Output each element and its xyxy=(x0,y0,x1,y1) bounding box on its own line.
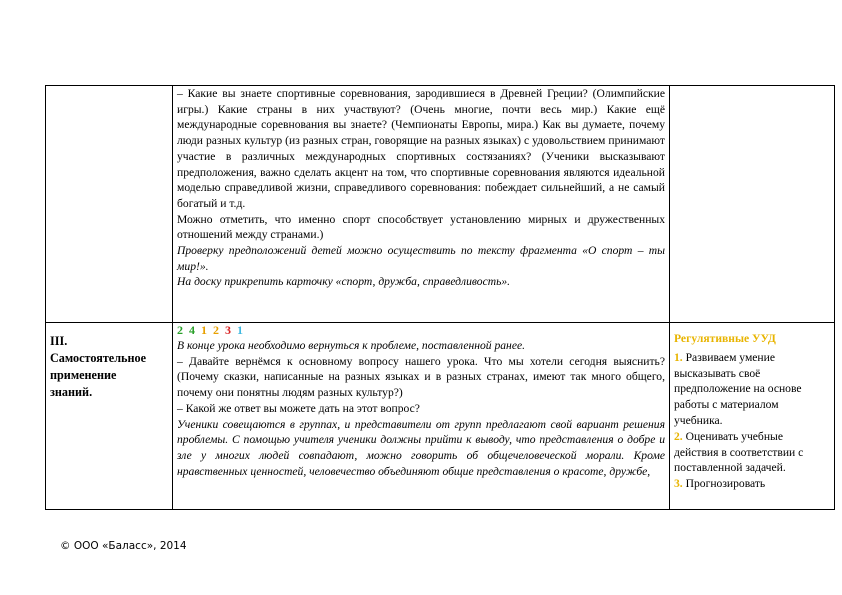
task-number: 2 xyxy=(177,323,183,337)
uud-item-text: Оценивать учебные действия в соответствии с поставленной задачей. xyxy=(674,429,804,475)
paragraph: – Давайте вернёмся к основному вопросу нашего урока. Что мы хотели сегодня выяснить? (Почему сказки, написанные на разных языках и в разных странах, имеют так много общего, почему они понятны людям разных культур?) xyxy=(177,354,665,400)
activity-cell xyxy=(173,86,670,323)
uud-item-number: 3. xyxy=(674,477,683,491)
uud-title: Регулятивные УУД xyxy=(674,332,776,345)
stage-title xyxy=(50,323,168,401)
activity-cell xyxy=(173,323,670,510)
task-number: 2 xyxy=(213,323,219,337)
uud-cell xyxy=(670,86,835,323)
uud-item-number: 2. xyxy=(674,429,683,443)
table-row xyxy=(46,323,835,510)
paragraph: В конце урока необходимо вернуться к проблеме, поставленной ранее. xyxy=(177,339,526,352)
task-number: 1 xyxy=(237,323,243,337)
table-row xyxy=(46,86,835,323)
paragraph: – Какие вы знаете спортивные соревнования, зародившиеся в Древней Греции? (Олимпийские игры.) Какие страны в них участвуют? (Очень многие, почти весь мир.) Какие ещё международные соревнования вы знаете? (Чемпионаты Европы, мира.) Как вы думаете, почему люди разных культур (из разных стран, говорящие на разных языках) с удовольствием принимают участие в различных международных спортивных состязаниях? (Ученики высказывают предположения, важно сделать акцент на том, что спортивные соревнования являются идеальной моделью справедливой жизни, справедливого соревнования: побеждает сильнейший, а не самый богатый и т.д. xyxy=(177,87,665,210)
stage-line: применение xyxy=(50,368,117,382)
activity-text xyxy=(177,338,665,479)
uud-block xyxy=(674,323,830,492)
uud-item-text: Развиваем умение высказывать своё предположение на основе работы с материалом учебника. xyxy=(674,350,802,427)
uud-cell xyxy=(670,323,835,510)
paragraph: Проверку предположений детей можно осуществить по тексту фрагмента «О спорт – ты мир!». xyxy=(177,244,665,273)
lesson-table xyxy=(45,85,835,510)
stage-line: Самостоятельное xyxy=(50,351,147,365)
uud-item xyxy=(674,476,830,492)
paragraph: – Какой же ответ вы можете дать на этот вопрос? xyxy=(177,401,420,415)
activity-text xyxy=(177,86,665,290)
paragraph: Ученики совещаются в группах, и представители от групп предлагают свой вариант решения проблемы. С помощью учителя ученики должны прийти к выводу, что представления о добре и зле у многих людей совпадают, можно говорить об общечеловеческой морали. Кроме нравственных ценностей, человечество объединяют общие представления о красоте, дружбе, xyxy=(177,417,665,478)
paragraph: На доску прикрепить карточку «спорт, дружба, справедливость». xyxy=(177,275,511,289)
stage-line: III. xyxy=(50,334,68,348)
uud-list xyxy=(674,350,830,492)
task-number: 3 xyxy=(225,323,231,337)
uud-item xyxy=(674,350,830,429)
paragraph: Можно отметить, что именно спорт способствует установлению мирных и дружественных отношений между странами.) xyxy=(177,212,665,242)
copyright-footer: © ООО «Баласс», 2014 xyxy=(60,540,187,552)
task-number: 1 xyxy=(201,323,207,337)
uud-item xyxy=(674,429,830,476)
stage-line: знаний. xyxy=(50,385,93,399)
task-number-markers xyxy=(177,323,665,338)
stage-cell xyxy=(46,86,173,323)
uud-item-number: 1. xyxy=(674,350,683,364)
stage-cell xyxy=(46,323,173,510)
uud-item-text: Прогнозировать xyxy=(682,477,766,491)
task-number: 4 xyxy=(189,323,195,337)
